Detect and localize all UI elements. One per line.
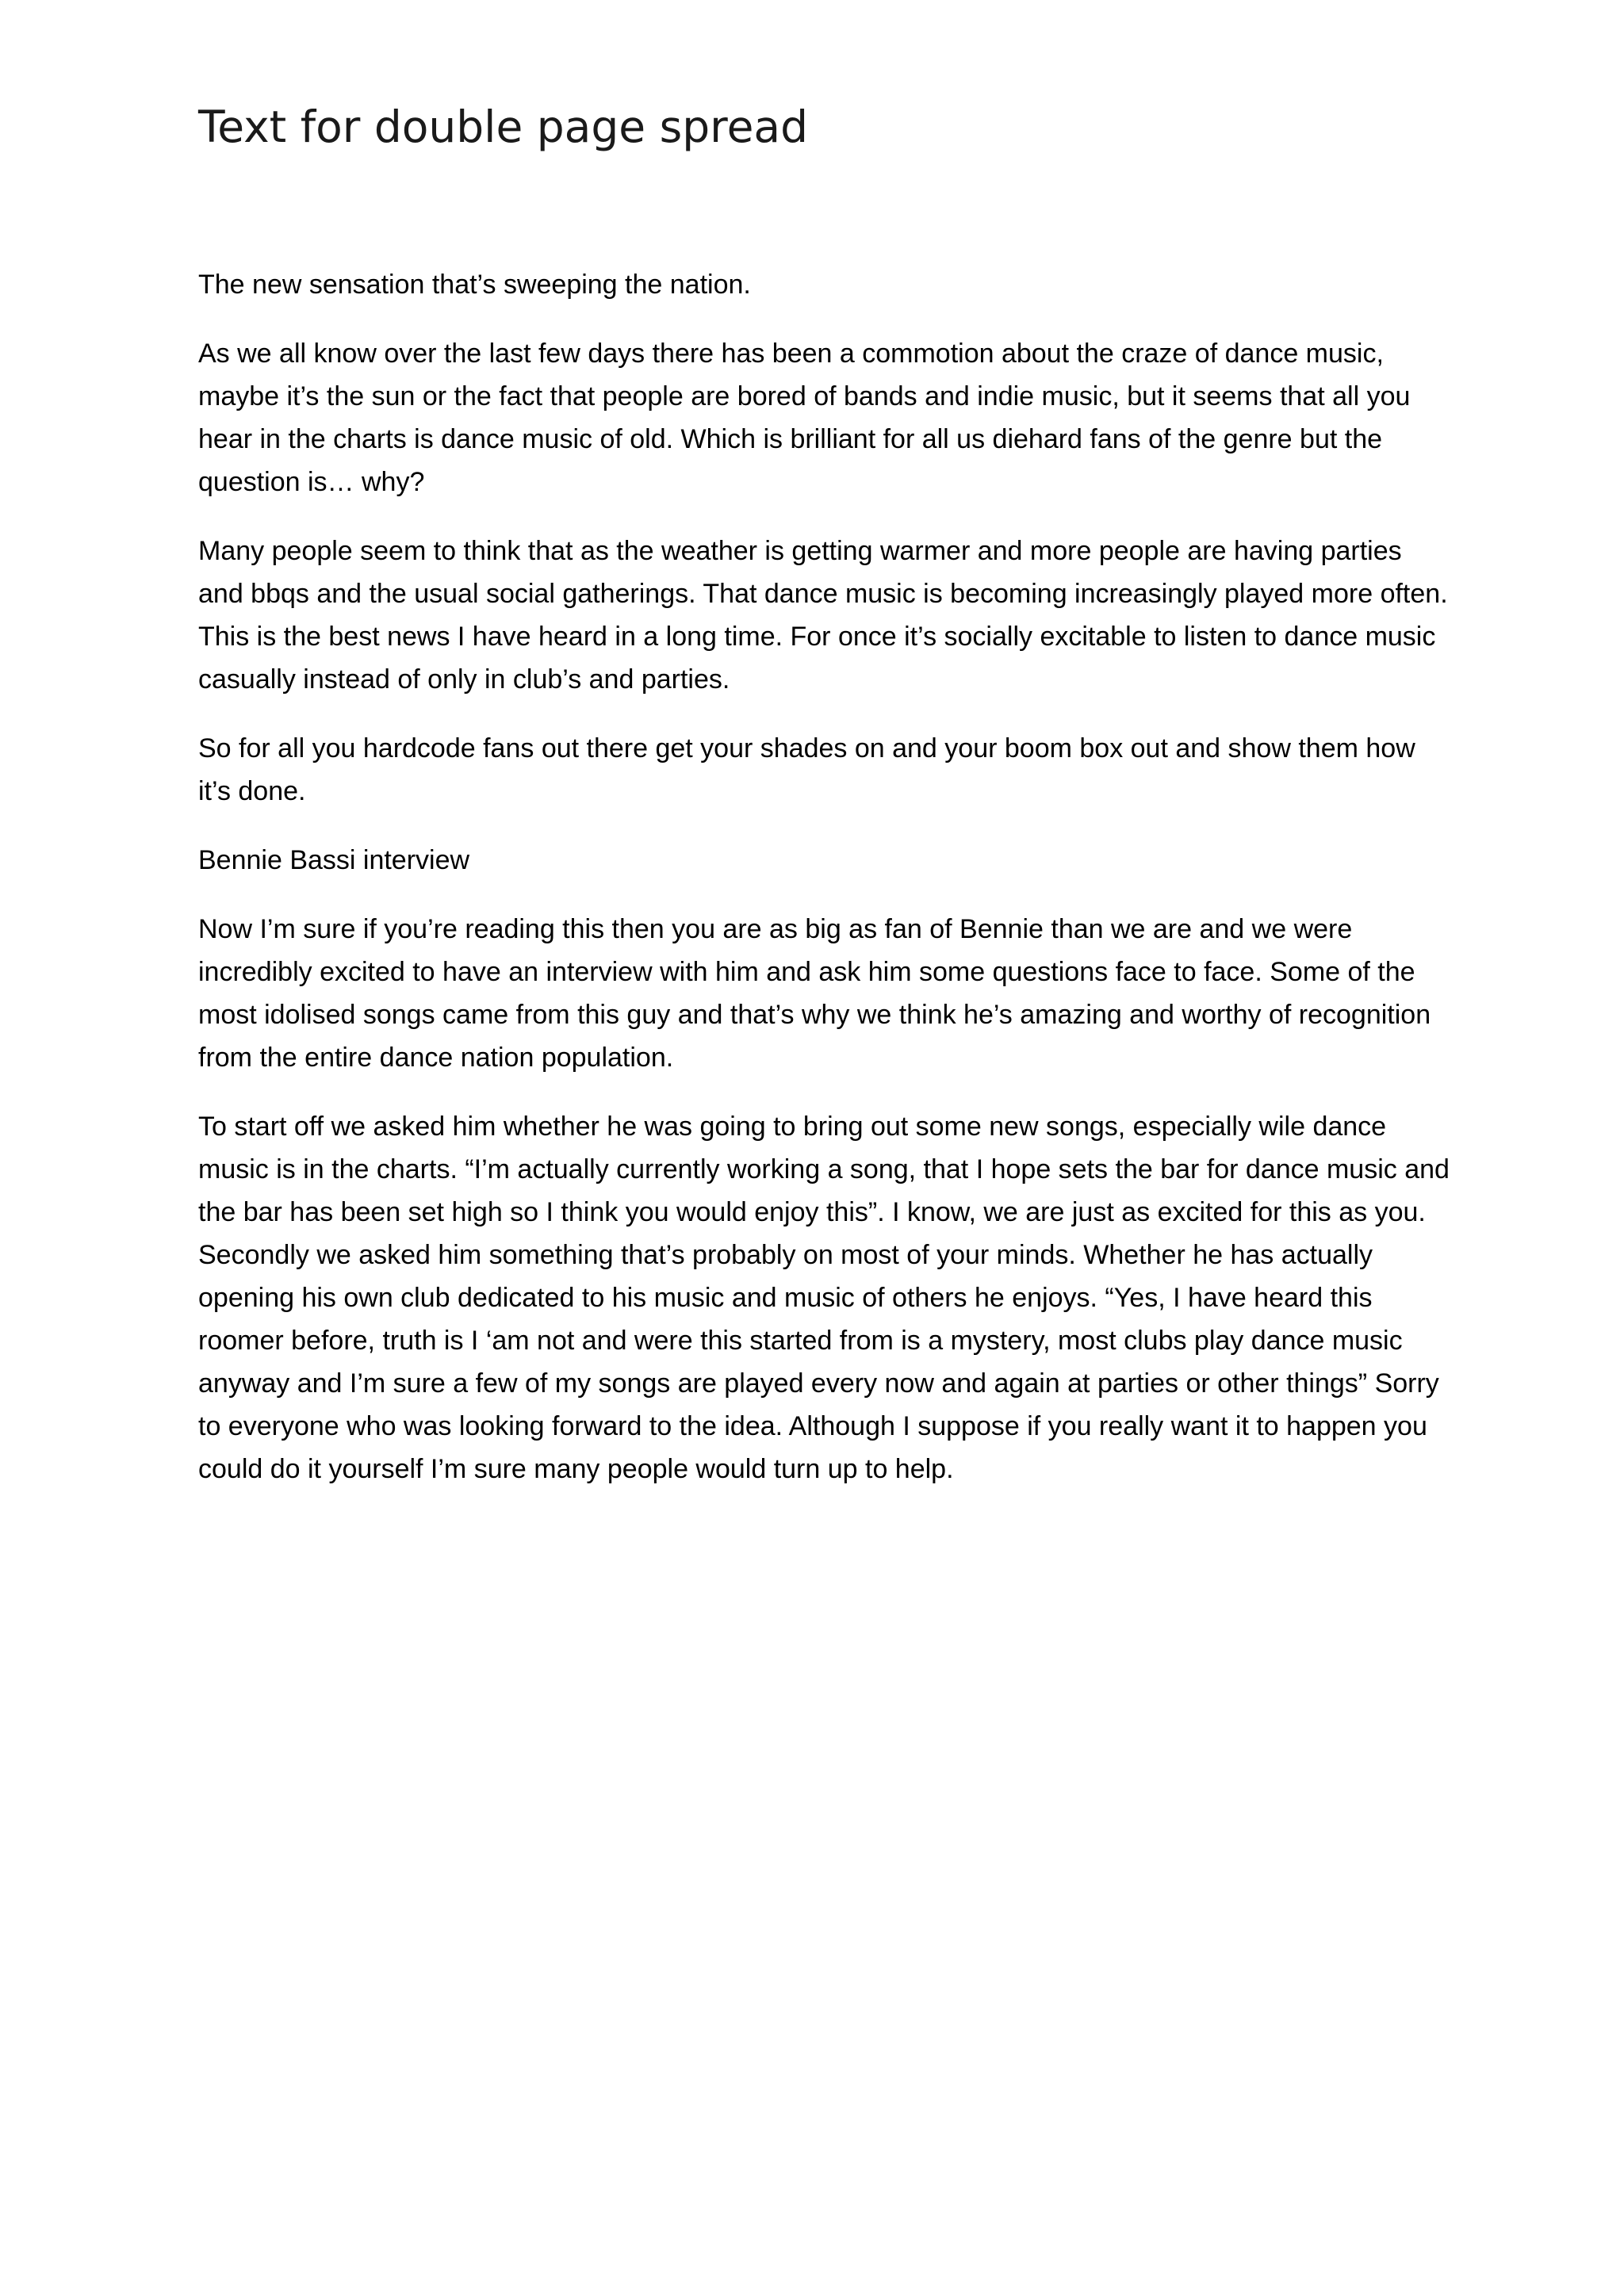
paragraph-interview-questions: To start off we asked him whether he was going to bring out some new songs, especially wile dance music is in the charts. “I’m actually currently working a song, that I hope sets the bar for dance music and the bar has been set high so I think you would enjoy this”. I know, we are just as excited for this as you. Secondly we asked him something that’s probably on most of your minds. Whether he has actually opening his own club dedicated to his music and music of others he enjoys. “Yes, I have heard this roomer before, truth is I ‘am not and were this started from is a mystery, most clubs play dance music anyway and I’m sure a few of my songs are played every now and again at parties or other things” Sorry to everyone who was looking forward to the idea. Although I suppose if you really want it to happen you could do it yourself I’m sure many people would turn up to help. — [198, 1112, 1450, 1484]
page-title: Text for double page spread — [198, 101, 809, 152]
section-heading-interview: Bennie Bassi interview — [198, 845, 470, 875]
document-body — [198, 263, 1451, 1517]
paragraph-dance-craze: As we all know over the last few days there has been a commotion about the craze of dance music, maybe it’s the sun or the fact that people are bored of bands and indie music, but it seems that all you hear in the charts is dance music of old. Which is brilliant for all us diehard fans of the genre but the question is… why? — [198, 339, 1411, 497]
paragraph-weather: Many people seem to think that as the weather is getting warmer and more people are having parties and bbqs and the usual social gatherings. That dance music is becoming increasingly played more often. This is the best news I have heard in a long time. For once it’s socially excitable to listen to dance music casually instead of only in club’s and parties. — [198, 536, 1448, 695]
paragraph-hardcore-fans: So for all you hardcode fans out there get your shades on and your boom box out and show them how it’s done. — [198, 733, 1415, 806]
paragraph-intro: The new sensation that’s sweeping the nation. — [198, 270, 751, 300]
paragraph-interview-intro: Now I’m sure if you’re reading this then you are as big as fan of Bennie than we are and we were incredibly excited to have an interview with him and ask him some questions face to face. Some of the most idolised songs came from this guy and that’s why we think he’s amazing and worthy of recognition from the entire dance nation population. — [198, 914, 1431, 1073]
